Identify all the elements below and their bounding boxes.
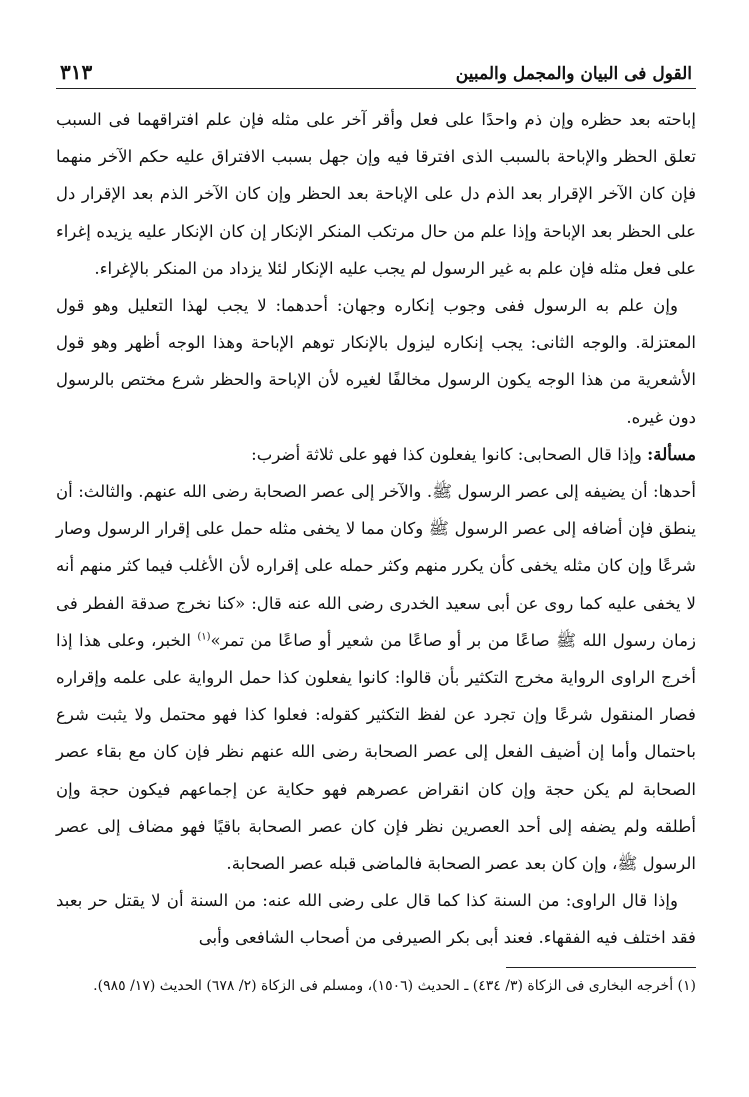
paragraph-4 — [56, 473, 696, 882]
paragraph-5: وإذا قال الراوى: من السنة كذا كما قال على رضى الله عنه: من السنة أن لا يقتل حر بعبد فقد اختلف فيه الفقهاء. فعند أبى بكر الصيرفى من أصحاب الشافعى وأبى — [56, 891, 696, 948]
paragraph-4-text: أحدها: أن يضيفه إلى عصر الرسول ﷺ. والآخر إلى عصر الصحابة رضى الله عنهم. والثالث: أن ينطق فإن أضافه إلى عصر الرسول ﷺ وكان مما لا يخفى مثله حمل على إقرار الرسول وصار شرعًا وإن كان مثله يخفى كأن يكرر منهم وكثر حمله على إقراره لأن الأغلب فيما كثر منهم أنه لا يخفى عليه كما روى عن أبى سعيد الخدرى رضى الله عنه قال: «كنا نخرج صدقة الفطر فى زمان رسول الله ﷺ صاعًا من بر أو صاعًا من شعير أو صاعًا من تمر» — [56, 482, 696, 650]
footnotes — [56, 974, 696, 999]
page-number: ٣١٣ — [60, 60, 93, 84]
body-text — [56, 101, 696, 957]
book-page — [56, 48, 696, 1068]
running-header — [56, 48, 696, 89]
paragraph-2: وإن علم به الرسول ففى وجوب إنكاره وجهان: أحدهما: لا يجب لهذا التعليل وهو قول المعتزلة. والوجه الثانى: يجب إنكاره ليزول بالإنكار توهم الإباحة وهذا الوجه أظهر وهو قول الأشعرية من هذا الوجه يكون الرسول مخالفًا لغيره لأن الإباحة والحظر شرع مختص بالرسول دون غيره. — [56, 296, 696, 427]
masala-keyword: مسألة: — [647, 443, 696, 464]
paragraph-3 — [56, 436, 696, 473]
footnote-divider — [506, 967, 696, 968]
paragraph-3-text: وإذا قال الصحابى: كانوا يفعلون كذا فهو على ثلاثة أضرب: — [251, 444, 642, 464]
paragraph-4-tail: الخبر، وعلى هذا إذا أخرج الراوى الرواية مخرج التكثير بأن قالوا: كانوا يفعلون كذا حمل الرواية على علمه وإقراره فصار المنقول شرعًا وإن تجرد عن لفظ التكثير كقوله: فعلوا كذا فهو محتمل ولا يثبت شرع باحتمال وأما إن أضيف الفعل إلى عصر الصحابة رضى الله عنهم نظر فإن كان مع بقاء عصر الصحابة لم يكن حجة وإن كان انقراض عصرهم فهو حكاية عن إجماعهم فيكون حجة وإن أطلقه ولم يضفه إلى أحد العصرين نظر فإن كان عصر الصحابة باقيًا فهو مضاف إلى عصر الرسول ﷺ، وإن كان بعد عصر الصحابة فالماضى قبله عصر الصحابة. — [56, 630, 696, 874]
footnote-1: (١) أخرجه البخارى فى الزكاة (٣/ ٤٣٤) ـ الحديث (١٥٠٦)، ومسلم فى الزكاة (٢/ ٦٧٨) الحديث (١٧/ ٩٨٥). — [93, 977, 696, 994]
paragraph-1: إباحته بعد حظره وإن ذم واحدًا على فعل وأقر آخر على مثله فإن علم افتراقهما فى السبب تعلق الحظر والإباحة بالسبب الذى افترقا فيه وإن جهل بسبب الافتراق عليه حكم الآخر منهما فإن كان الآخر الإقرار بعد الذم دل على الإباحة بعد الحظر وإن كان الآخر الذم بعد الإقرار دل على الحظر بعد الإباحة وإذا علم من حال مرتكب المنكر الإنكار إن كان الإنكار عليه يزيده إغراء على فعل مثله فإن علم به غير الرسول لم يجب عليه الإنكار لئلا يزداد من المنكر بالإغراء. — [56, 110, 696, 278]
running-header-title: القول فى البيان والمجمل والمبين — [455, 64, 692, 84]
footnote-marker: (١) — [197, 631, 211, 643]
